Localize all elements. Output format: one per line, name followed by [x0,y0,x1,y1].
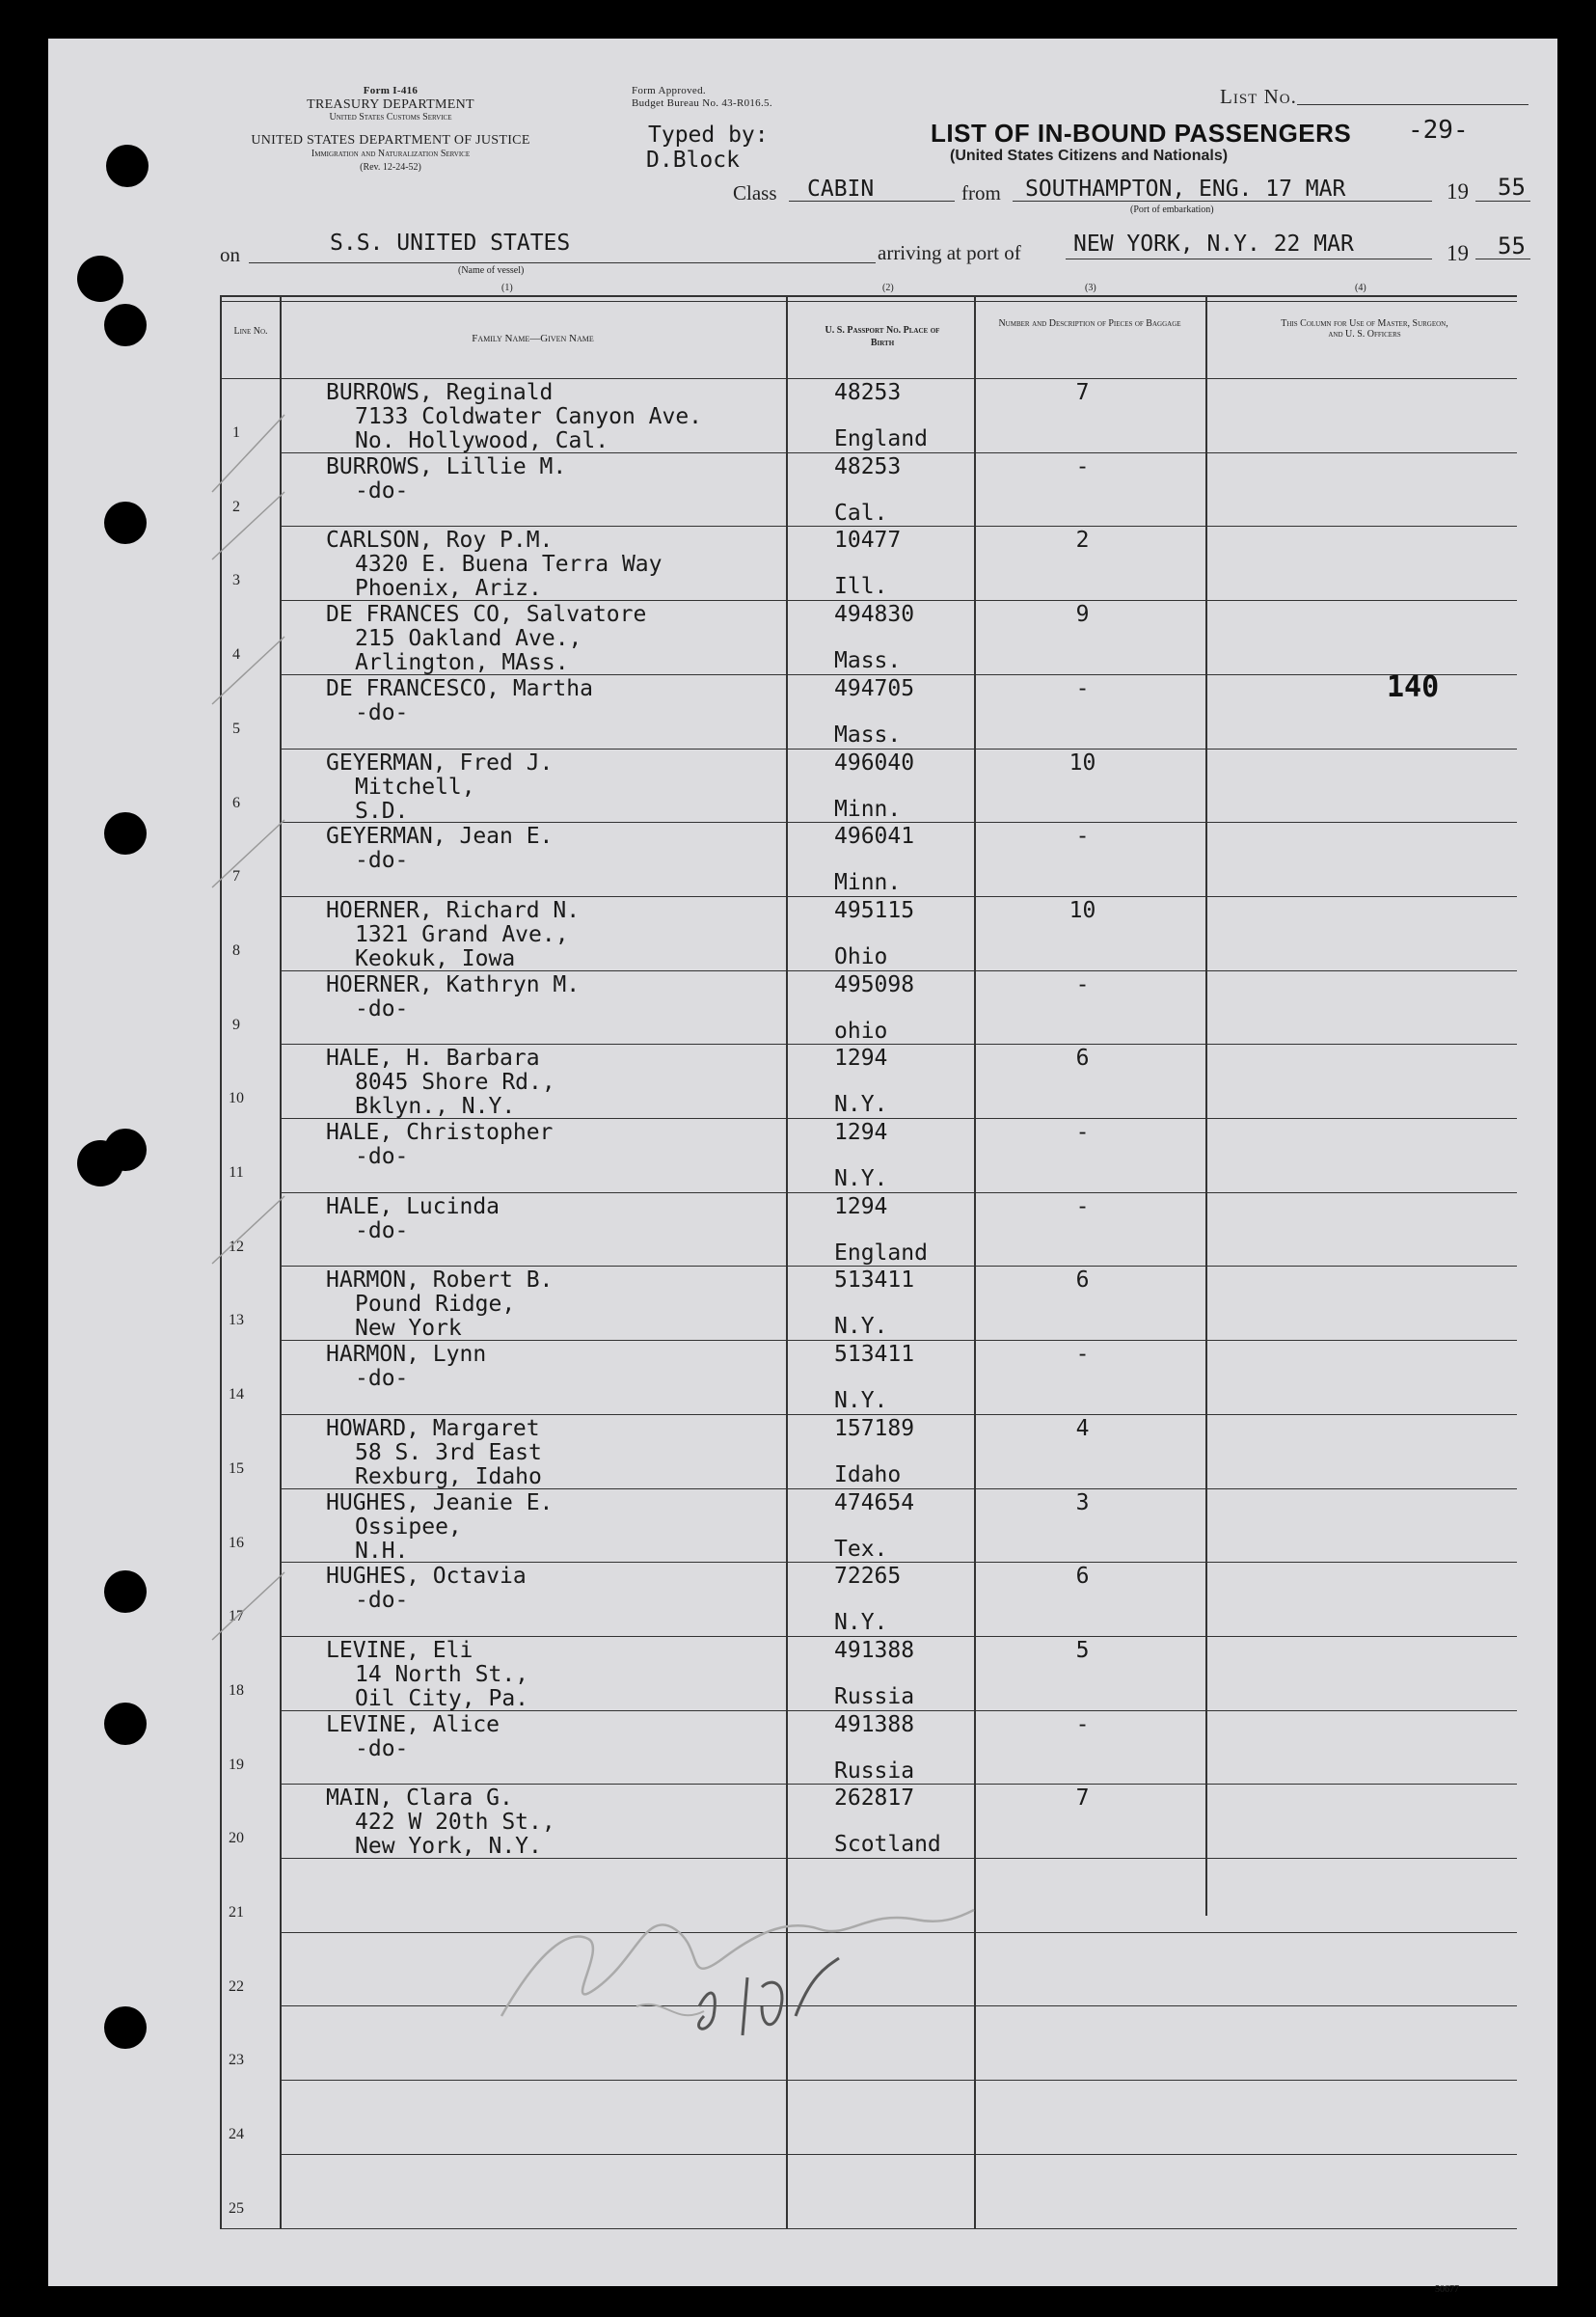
baggage-count: 6 [1075,1046,1090,1072]
baggage-count: 4 [1075,1415,1090,1441]
passport-number: 157189 [834,1415,915,1441]
passenger-name: HALE, H. Barbara [326,1046,540,1072]
birth-place: Russia [834,1758,915,1784]
line-number: 11 [229,1164,244,1181]
passenger-address: S.D. [355,798,409,824]
birth-place: Scotland [834,1832,941,1858]
justice-dept: UNITED STATES DEPARTMENT OF JUSTICE [251,133,530,148]
line-number: 23 [229,2052,244,2069]
passenger-name: CARLSON, Roy P.M. [326,528,554,554]
baggage-count: 2 [1075,528,1090,554]
passenger-address: -do- [355,1366,409,1392]
passenger-address: 8045 Shore Rd., [355,1070,555,1096]
passport-number: 491388 [834,1711,915,1737]
passport-number: 496041 [834,824,915,850]
passenger-name: HARMON, Lynn [326,1342,487,1368]
birth-place: N.Y. [834,1166,888,1191]
line-number: 3 [232,572,240,589]
passenger-address: 422 W 20th St., [355,1810,555,1836]
passenger-address: No. Hollywood, Cal. [355,428,609,453]
footer-code: 50677 [1435,2284,1459,2295]
passenger-address: -do- [355,1735,409,1761]
baggage-count: 3 [1075,1489,1090,1515]
birth-place: Russia [834,1683,915,1709]
line-number: 5 [232,720,240,737]
punch-hole [104,1570,147,1613]
line-number: 20 [229,1830,244,1847]
passenger-name: HOERNER, Richard N. [326,897,581,923]
treasury-dept: TREASURY DEPARTMENT [307,97,474,112]
line-number: 1 [232,424,240,441]
birth-place: Ohio [834,943,888,969]
passenger-address: -do- [355,995,409,1022]
from-label: from [961,181,1001,204]
row-divider [280,1044,1517,1045]
baggage-count: - [1075,1342,1090,1368]
line-number: 12 [229,1238,244,1255]
row-divider [280,2154,1517,2155]
passenger-address: Oil City, Pa. [355,1685,529,1711]
passenger-address: Pound Ridge, [355,1292,516,1318]
col-header-line: Line No. [233,326,268,337]
line-number: 7 [232,868,240,886]
row-divider [280,822,1517,823]
row-divider [280,749,1517,750]
passport-number: 72265 [834,1564,902,1590]
line-number: 2 [232,498,240,515]
page-subtitle: (United States Citizens and Nationals) [950,148,1229,164]
row-divider [280,1710,1517,1711]
baggage-count: 6 [1075,1268,1090,1294]
line-number: 24 [229,2126,244,2143]
line-number: 4 [232,646,240,664]
embark-port: SOUTHAMPTON, ENG. 17 MAR [1025,177,1346,202]
passenger-address: Keokuk, Iowa [355,945,516,971]
birth-place: England [834,1240,928,1266]
col-header-baggage: Number and Description of Pieces of Baggage [998,318,1181,329]
passenger-name: HUGHES, Jeanie E. [326,1489,554,1515]
punch-hole [104,812,147,855]
row-divider [280,1192,1517,1193]
col-number-2: (2) [882,283,894,293]
passport-number: 494705 [834,675,915,701]
row-divider [280,674,1517,675]
baggage-count: 10 [1069,750,1096,776]
col-number-4: (4) [1355,283,1366,293]
passenger-address: -do- [355,477,409,504]
birth-place: ohio [834,1018,888,1044]
class-value: CABIN [807,177,875,202]
passenger-address: Mitchell, [355,774,475,800]
line-number: 14 [229,1386,244,1404]
row-divider [280,970,1517,971]
line-number: 9 [232,1016,240,1033]
row-divider [280,1488,1517,1489]
row-divider [280,1266,1517,1267]
passenger-address: Bklyn., N.Y. [355,1094,516,1120]
line-number: 17 [229,1608,244,1625]
col-header-name: Family Name—Given Name [472,333,594,344]
passenger-name: HALE, Lucinda [326,1193,500,1219]
class-label: Class [733,181,777,204]
line-number: 15 [229,1459,244,1477]
year-arrive: 55 [1498,232,1526,259]
birth-place: Idaho [834,1461,902,1487]
passport-number: 495115 [834,897,915,923]
passenger-address: -do- [355,699,409,725]
passenger-address: -do- [355,848,409,874]
passenger-address: 58 S. 3rd East [355,1439,542,1465]
year-prefix-2: 19 [1447,241,1469,265]
passenger-name: LEVINE, Eli [326,1637,473,1663]
officer-annotation: 140 [1387,670,1440,704]
passenger-address: 4320 E. Buena Terra Way [355,552,663,578]
baggage-count: - [1075,1193,1090,1219]
passport-number: 48253 [834,453,902,479]
passport-number: 474654 [834,1489,915,1515]
baggage-count: 7 [1075,380,1090,405]
line-number: 18 [229,1681,244,1699]
form-revision: (Rev. 12-24-52) [360,162,421,173]
line-number: 8 [232,941,240,959]
passenger-name: HOWARD, Margaret [326,1415,540,1441]
punch-hole [104,304,147,346]
passenger-address: 1321 Grand Ave., [355,921,569,947]
passenger-name: BURROWS, Reginald [326,380,554,405]
passenger-name: HARMON, Robert B. [326,1268,554,1294]
passenger-name: GEYERMAN, Jean E. [326,824,554,850]
baggage-count: - [1075,675,1090,701]
list-no-label: List No. [1220,85,1297,108]
passenger-address: N.H. [355,1538,409,1564]
budget-bureau: Budget Bureau No. 43-R016.5. [632,97,772,109]
passport-number: 262817 [834,1785,915,1812]
col-header-passport: U. S. Passport No. Place of Birth [825,325,940,348]
punch-hole [77,256,123,302]
line-number: 16 [229,1534,244,1551]
passenger-name: GEYERMAN, Fred J. [326,750,554,776]
passport-number: 494830 [834,602,915,628]
vessel-name-label: (Name of vessel) [458,265,525,276]
passport-number: 1294 [834,1120,888,1145]
passenger-address: -do- [355,1217,409,1243]
punch-hole [104,2006,147,2049]
birth-place: Minn. [834,796,902,822]
passport-number: 1294 [834,1046,888,1072]
passport-number: 513411 [834,1268,915,1294]
vessel-name: S.S. UNITED STATES [330,231,571,256]
baggage-count: - [1075,1711,1090,1737]
birth-place: England [834,426,928,451]
passenger-name: HOERNER, Kathryn M. [326,971,581,997]
passport-number: 495098 [834,971,915,997]
col-header-officers: This Column for Use of Master, Surgeon, and U. S. Officers [1281,318,1448,340]
on-label: on [220,243,240,266]
row-divider [280,896,1517,897]
row-divider [280,1784,1517,1785]
passenger-name: HALE, Christopher [326,1120,554,1145]
col-number-1: (1) [501,283,513,293]
year-prefix-1: 19 [1447,179,1469,204]
page-title: LIST OF IN-BOUND PASSENGERS [931,119,1352,148]
birth-place: Tex. [834,1536,888,1562]
port-embark-label: (Port of embarkation) [1130,204,1214,215]
passport-number: 496040 [834,750,915,776]
officer-signature [482,1871,984,2055]
birth-place: N.Y. [834,1314,888,1340]
row-divider [280,600,1517,601]
passport-number: 48253 [834,380,902,405]
row-divider [280,1118,1517,1119]
line-number: 13 [229,1312,244,1329]
passenger-name: LEVINE, Alice [326,1711,500,1737]
baggage-count: 6 [1075,1564,1090,1590]
birth-place: N.Y. [834,1610,888,1636]
passenger-address: New York [355,1316,462,1342]
row-divider [280,1858,1517,1859]
baggage-count: 5 [1075,1637,1090,1663]
baggage-count: - [1075,971,1090,997]
line-number: 21 [229,1904,244,1921]
punch-hole [104,1703,147,1745]
birth-place: Ill. [834,574,888,600]
birth-place: Mass. [834,648,902,674]
passenger-name: BURROWS, Lillie M. [326,453,567,479]
sheet-number: -29- [1408,116,1469,145]
passenger-name: HUGHES, Octavia [326,1564,527,1590]
passenger-address: -do- [355,1588,409,1614]
birth-place: Cal. [834,500,888,526]
passenger-address: 215 Oakland Ave., [355,626,582,652]
typed-by-value: D.Block [646,148,740,173]
line-number: 25 [229,2199,244,2217]
row-divider [280,452,1517,453]
col-number-3: (3) [1085,283,1096,293]
baggage-count: - [1075,824,1090,850]
passenger-name: MAIN, Clara G. [326,1785,513,1812]
punch-hole [104,502,147,544]
birth-place: Minn. [834,870,902,896]
baggage-count: 9 [1075,602,1090,628]
line-number: 19 [229,1756,244,1773]
punch-hole [106,145,149,187]
passenger-address: Phoenix, Ariz. [355,576,542,602]
passenger-address: Arlington, MAss. [355,650,569,676]
baggage-count: - [1075,453,1090,479]
line-number: 22 [229,1977,244,1995]
birth-place: N.Y. [834,1388,888,1414]
punch-hole [77,1140,123,1186]
row-divider [280,1636,1517,1637]
line-number: 6 [232,794,240,811]
customs-service: United States Customs Service [329,112,452,123]
ins-service: Immigration and Naturalization Service [311,149,471,159]
passenger-name: DE FRANCESCO, Martha [326,675,593,701]
baggage-count: - [1075,1120,1090,1145]
row-divider [280,1414,1517,1415]
row-divider [280,1562,1517,1563]
passenger-address: New York, N.Y. [355,1834,542,1860]
row-divider [280,2228,1517,2229]
year-from: 55 [1498,174,1526,201]
typed-by-label: Typed by: [648,123,769,148]
row-divider [280,2080,1517,2081]
arriving-label: arriving at port of [878,241,1021,264]
passport-number: 491388 [834,1637,915,1663]
birth-place: N.Y. [834,1092,888,1118]
passenger-address: Rexburg, Idaho [355,1463,542,1489]
passenger-address: -do- [355,1144,409,1169]
form-approved: Form Approved. [632,85,706,96]
passenger-name: DE FRANCES CO, Salvatore [326,602,647,628]
birth-place: Mass. [834,722,902,748]
passport-number: 1294 [834,1193,888,1219]
passport-number: 513411 [834,1342,915,1368]
row-divider [280,1340,1517,1341]
pencil-marks [207,386,294,1833]
passenger-address: 7133 Coldwater Canyon Ave. [355,404,703,429]
passenger-address: 14 North St., [355,1661,529,1687]
row-divider [280,526,1517,527]
line-number: 10 [229,1090,244,1107]
form-number: Form I-416 [363,85,419,96]
passport-number: 10477 [834,528,902,554]
baggage-count: 7 [1075,1785,1090,1812]
baggage-count: 10 [1069,897,1096,923]
passenger-address: Ossipee, [355,1513,462,1540]
arrival-port: NEW YORK, N.Y. 22 MAR [1073,232,1354,257]
